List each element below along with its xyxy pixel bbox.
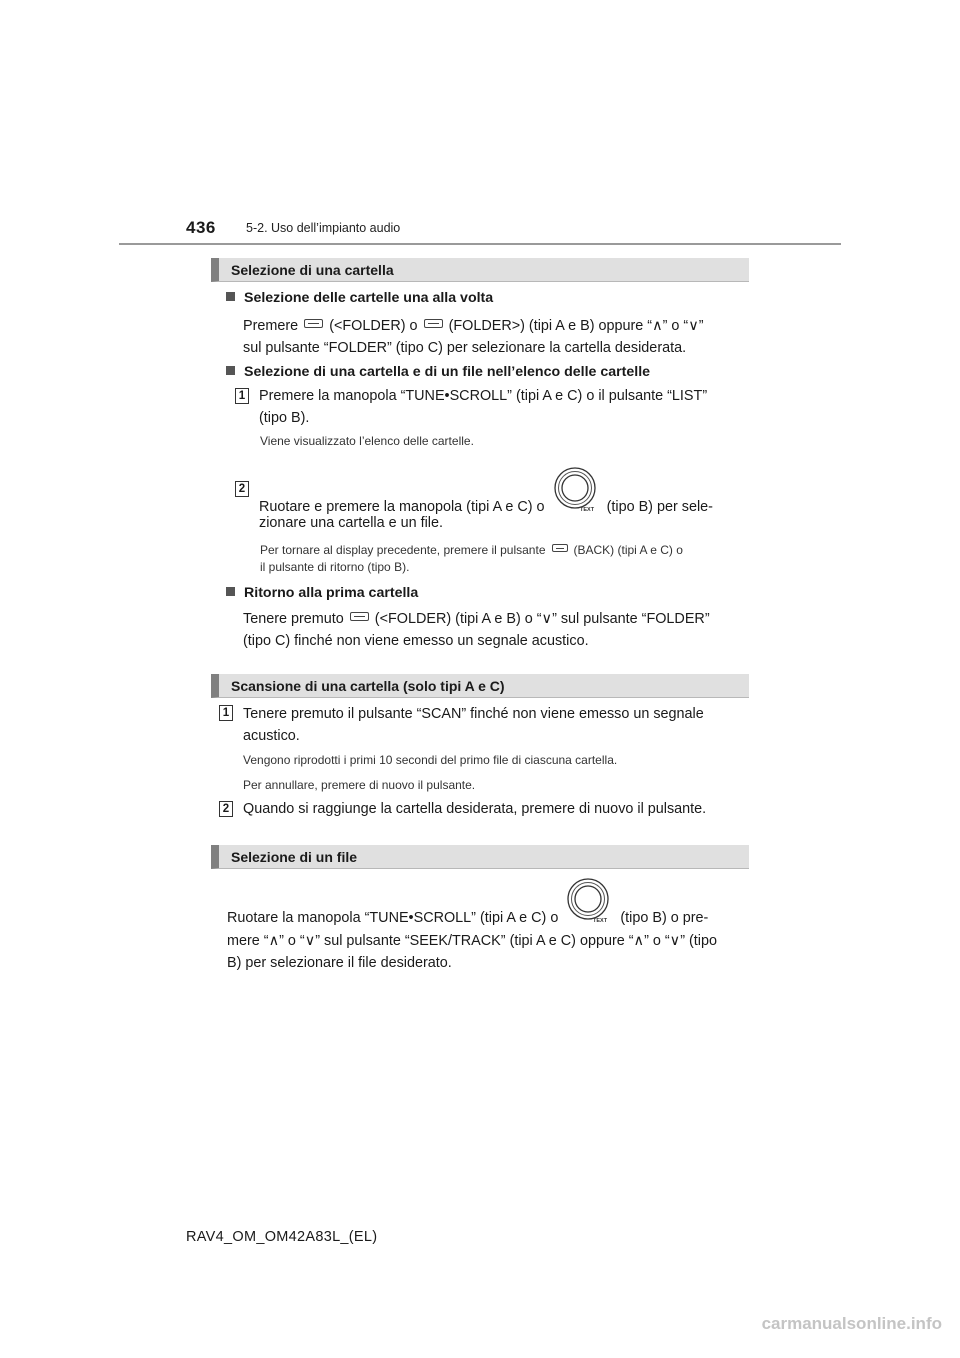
step-number: 2	[219, 801, 233, 817]
button-icon	[424, 319, 443, 328]
knob-label: TEXT	[593, 918, 608, 924]
breadcrumb: 5-2. Uso dell’impianto audio	[246, 221, 401, 235]
paragraph-file-select-cont: mere “∧” o “∨” sul pulsante “SEEK/TRACK” (tipi A e C) oppure “∧” o “∨” (tipo B) per selezionare il file desiderato.	[227, 933, 717, 971]
square-bullet-icon	[226, 366, 235, 375]
step-number: 2	[235, 481, 249, 497]
section-title: Selezione di una cartella	[231, 262, 394, 278]
subheading-one-at-a-time: Selezione delle cartelle una alla volta	[226, 290, 493, 306]
button-icon	[350, 612, 369, 621]
step-text: zionare una cartella e un file.	[259, 515, 443, 531]
section-heading-folder-select	[211, 258, 749, 282]
section-title: Selezione di un file	[231, 849, 358, 865]
subheading-folder-list: Selezione di una cartella e di un file nell’elenco delle cartelle	[226, 364, 650, 380]
step-text: Quando si raggiunge la cartella desiderata, premere di nuovo il pulsante.	[243, 801, 707, 817]
paragraph-return-folder: Tenere premuto (<FOLDER) (tipi A e B) o “∨” sul pulsante “FOLDER” (tipo C) finché non viene emesso un segnale acustico.	[243, 611, 710, 649]
watermark: carmanualsonline.info	[761, 1314, 942, 1333]
step-text: Ruotare e premere la manopola (tipi A e C) o TEXT (tipo B) per sele-	[259, 467, 749, 520]
button-icon	[304, 319, 323, 328]
section-heading-folder-scan	[211, 674, 749, 698]
step-text: Tenere premuto il pulsante “SCAN” finché non viene emesso un segnale acustico.	[243, 706, 704, 744]
page-number: 436	[186, 218, 216, 237]
tune-knob-icon	[566, 878, 612, 931]
square-bullet-icon	[226, 587, 235, 596]
knob-label: TEXT	[579, 507, 594, 513]
paragraph-folder-buttons: Premere (<FOLDER) o (FOLDER>) (tipi A e B) oppure “∧” o “∨” sul pulsante “FOLDER” (tipo C) per selezionare la cartella desiderata.	[243, 318, 704, 356]
step-note: Viene visualizzato l’elenco delle cartelle.	[260, 434, 474, 448]
step-note: Vengono riprodotti i primi 10 secondi del primo file di ciascuna cartella.	[243, 753, 618, 767]
step-note: Per tornare al display precedente, premere il pulsante (BACK) (tipi A e C) o il pulsante di ritorno (tipo B).	[260, 543, 683, 574]
step-text: Premere la manopola “TUNE•SCROLL” (tipi A e C) o il pulsante “LIST” (tipo B).	[259, 388, 708, 426]
paragraph-file-select: Ruotare la manopola “TUNE•SCROLL” (tipi A e C) o TEXT (tipo B) o pre-	[227, 878, 746, 931]
document-code: RAV4_OM_OM42A83L_(EL)	[186, 1229, 378, 1245]
header-divider	[119, 243, 841, 245]
step-note: Per annullare, premere di nuovo il pulsante.	[243, 778, 476, 792]
subheading-return-first-folder: Ritorno alla prima cartella	[226, 585, 418, 601]
square-bullet-icon	[226, 292, 235, 301]
section-heading-file-select	[211, 845, 749, 869]
step-number: 1	[219, 705, 233, 721]
section-title: Scansione di una cartella (solo tipi A e C)	[231, 678, 505, 694]
button-icon	[552, 544, 568, 552]
step-number: 1	[235, 388, 249, 404]
